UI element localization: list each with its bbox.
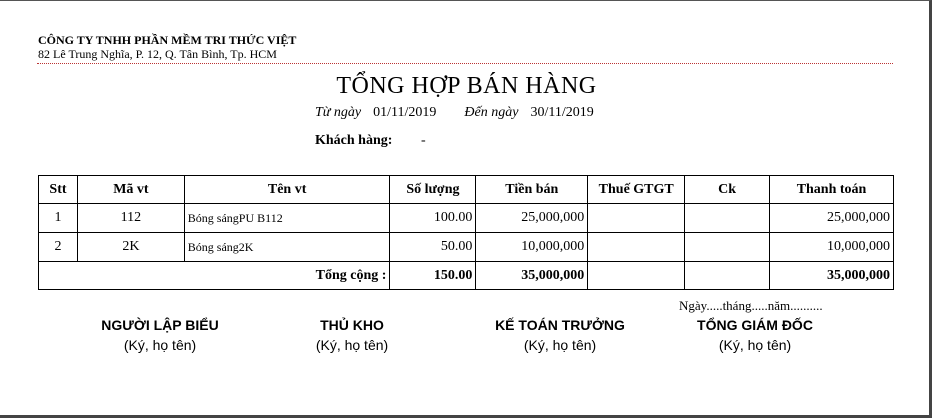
- header-divider: [37, 63, 893, 64]
- cell-name: Bóng sáng2K: [184, 233, 390, 262]
- company-address: 82 Lê Trung Nghĩa, P. 12, Q. Tân Bình, Tp. HCM: [38, 47, 277, 61]
- column-header-amount: Tiền bán: [476, 176, 588, 204]
- to-date-value: 30/11/2019: [530, 105, 594, 120]
- column-header-vat: Thuế GTGT: [588, 176, 685, 204]
- column-header-total: Thanh toán: [770, 176, 894, 204]
- cell-stt: 2: [39, 233, 78, 262]
- totals-spacer: [39, 262, 185, 290]
- cell-stt: 1: [39, 204, 78, 233]
- cell-code: 2K: [77, 233, 184, 262]
- table-header-row: [39, 176, 894, 204]
- signature-chief-accountant: [470, 317, 650, 353]
- signature-preparer: [80, 317, 240, 353]
- table-row: [39, 233, 894, 262]
- from-date-value: 01/11/2019: [373, 105, 437, 120]
- cell-vat: [588, 233, 685, 262]
- column-header-ck: Ck: [685, 176, 770, 204]
- cell-amount: 10,000,000: [476, 233, 588, 262]
- cell-ck: [685, 233, 770, 262]
- signature-note: (Ký, họ tên): [718, 337, 792, 353]
- cell-ck: [685, 204, 770, 233]
- signature-note: (Ký, họ tên): [315, 337, 389, 353]
- customer-value: -: [421, 133, 426, 148]
- from-date-label: Từ ngày: [315, 105, 362, 120]
- cell-total: 10,000,000: [770, 233, 894, 262]
- date-range: [315, 103, 594, 121]
- signature-note: (Ký, họ tên): [123, 337, 197, 353]
- cell-qty: 50.00: [390, 233, 476, 262]
- column-header-code: Mã vt: [77, 176, 184, 204]
- signature-title: THỦ KHO: [320, 317, 384, 333]
- signature-note: (Ký, họ tên): [523, 337, 597, 353]
- to-date-label: Đến ngày: [464, 105, 519, 120]
- date-placeholder: Ngày.....tháng.....năm..........: [679, 298, 823, 313]
- signature-director: [665, 317, 845, 353]
- cell-qty: 100.00: [390, 204, 476, 233]
- signature-title: NGƯỜI LẬP BIỂU: [101, 317, 219, 333]
- totals-vat: [588, 262, 685, 290]
- column-header-stt: Stt: [39, 176, 78, 204]
- totals-ck: [685, 262, 770, 290]
- column-header-qty: Số lượng: [390, 176, 476, 204]
- company-name: CÔNG TY TNHH PHẦN MỀM TRI THỨC VIỆT: [38, 33, 297, 47]
- signature-title: TỔNG GIÁM ĐỐC: [697, 317, 813, 333]
- cell-amount: 25,000,000: [476, 204, 588, 233]
- cell-vat: [588, 204, 685, 233]
- cell-total: 25,000,000: [770, 204, 894, 233]
- column-header-name: Tên vt: [184, 176, 390, 204]
- report-title: TỔNG HỢP BÁN HÀNG: [336, 73, 597, 99]
- sales-summary-table: [38, 175, 894, 290]
- customer-label: Khách hàng:: [315, 133, 393, 148]
- signature-title: KẾ TOÁN TRƯỞNG: [495, 317, 625, 333]
- cell-code: 112: [77, 204, 184, 233]
- cell-name: Bóng sángPU B112: [184, 204, 390, 233]
- totals-row: [39, 262, 894, 290]
- totals-label: Tổng cộng :: [184, 262, 390, 290]
- signature-warehouse: [272, 317, 432, 353]
- totals-qty: 150.00: [390, 262, 476, 290]
- totals-total: 35,000,000: [770, 262, 894, 290]
- totals-amount: 35,000,000: [476, 262, 588, 290]
- table-row: [39, 204, 894, 233]
